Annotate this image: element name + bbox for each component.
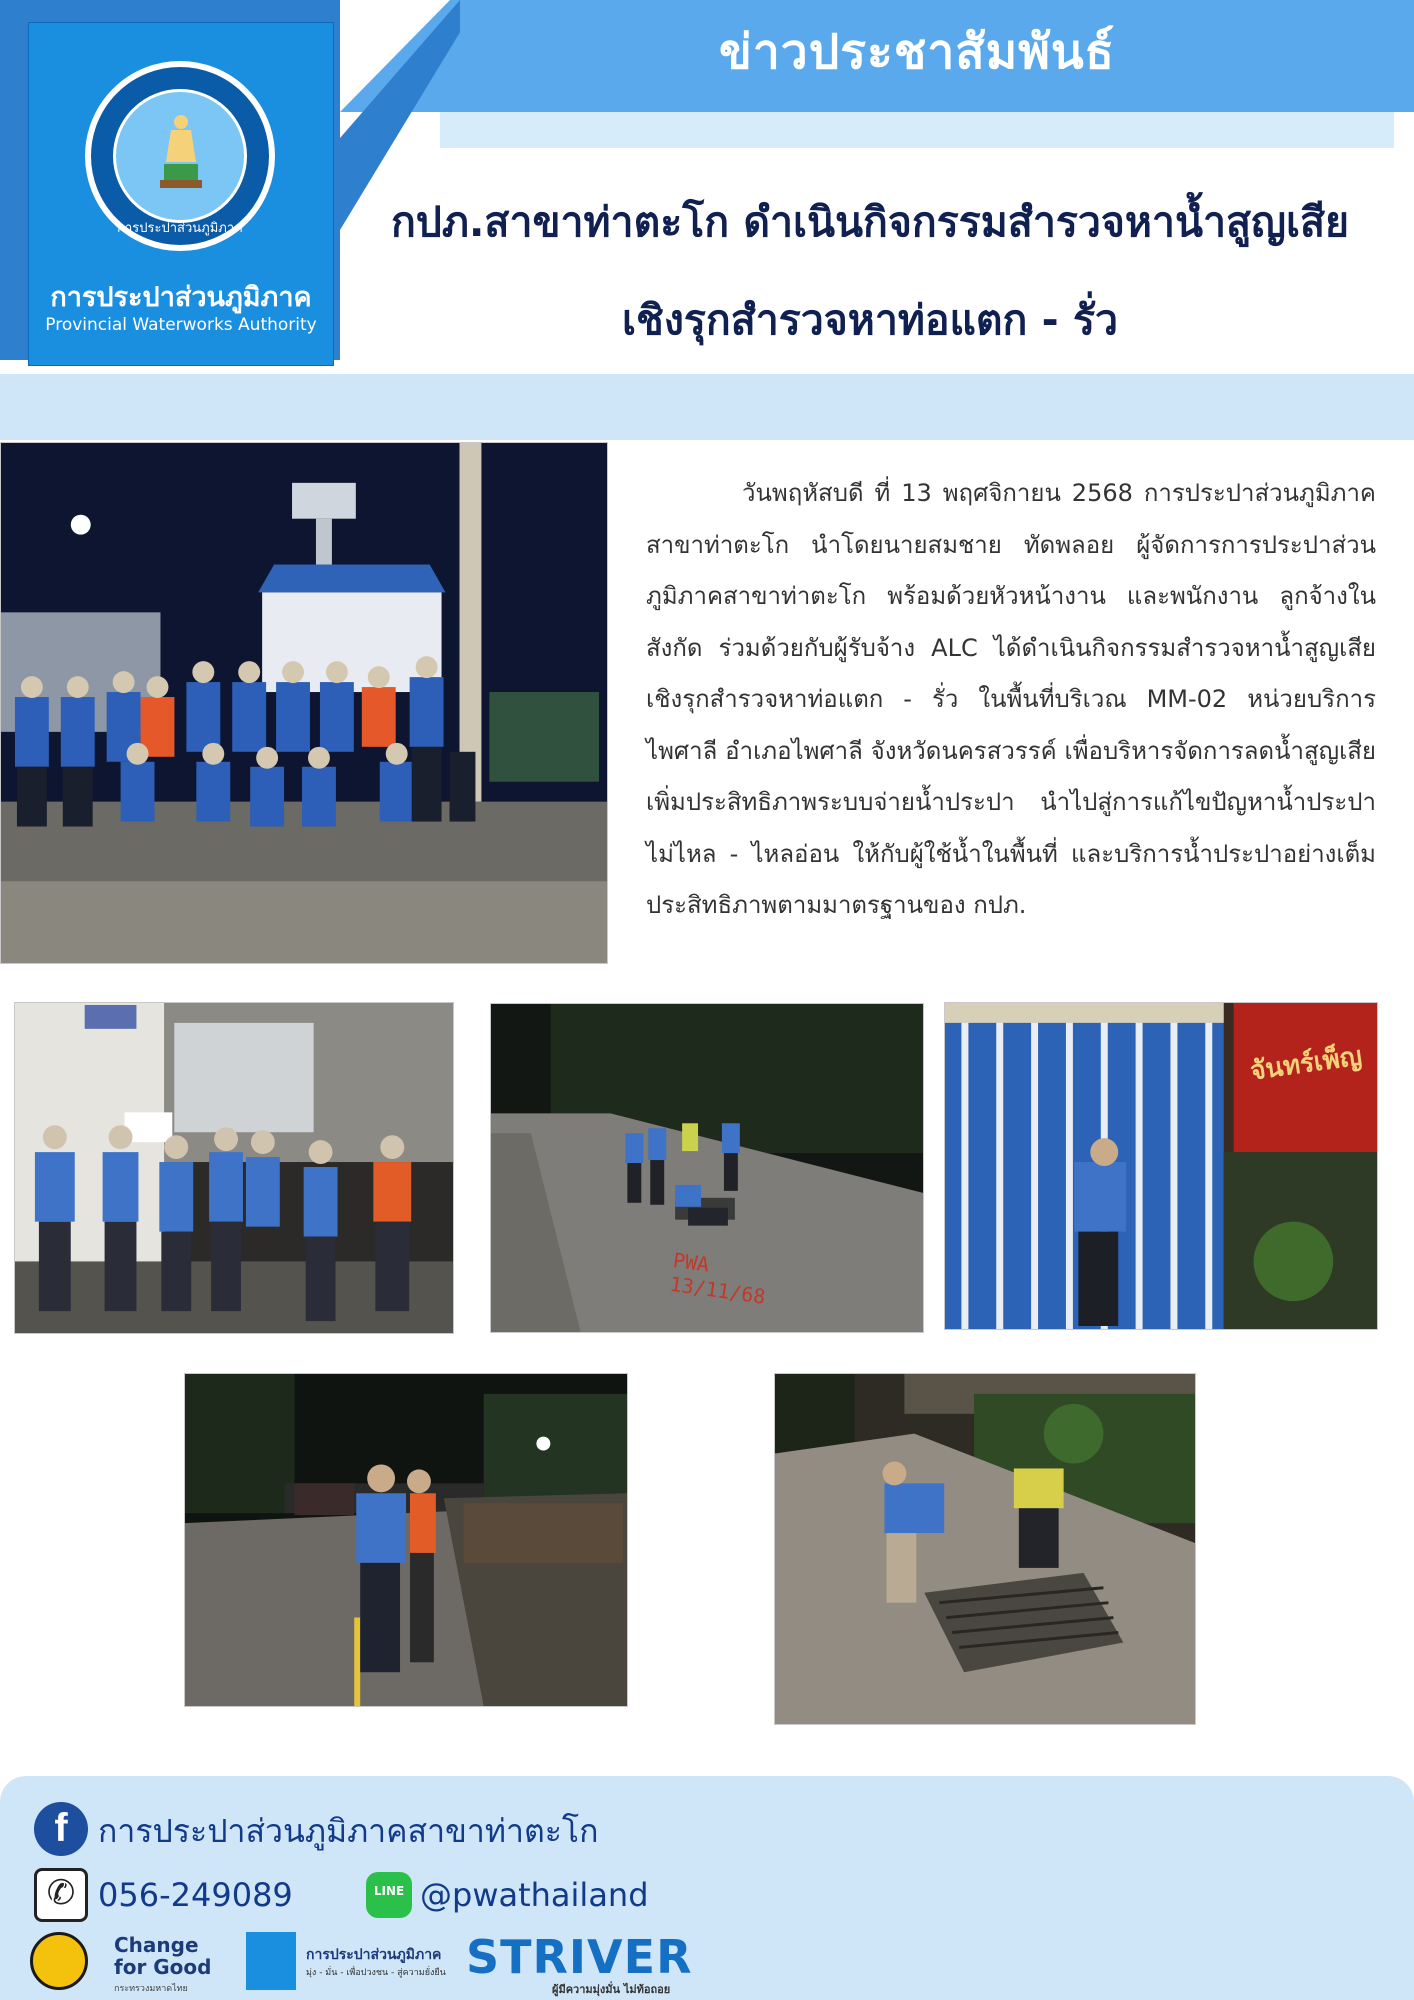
pwa-footer-logo-text: การประปาส่วนภูมิภาค <box>306 1947 442 1963</box>
facebook-icon-glyph: f <box>54 1806 68 1850</box>
line-app-icon[interactable] <box>366 1872 412 1918</box>
article-body: วันพฤหัสบดี ที่ 13 พฤศจิกายน 2568 การประปาส่วนภูมิภาคสาขาท่าตะโก นำโดยนายสมชาย ทัดพลอย ผู้จัดการการประปาส่วนภูมิภาคสาขาท่าตะโก พร้อมด้วยหัวหน้างาน และพนักงาน ลูกจ้างในสังกัด ร่วมด้วยกับผู้รับจ้าง ALC ได้ดำเนินกิจกรรมสำรวจหาน้ำสูญเสียเชิงรุกสำรวจหาท่อแตก - รั่ว ในพื้นที่บริเวณ MM-02 หน่วยบริการไพศาลี อำเภอไพศาลี จังหวัดนครสวรรค์ เพื่อบริหารจัดการลดน้ำสูญเสีย เพิ่มประสิทธิภาพระบบจ่ายน้ำประปา นำไปสู่การแก้ไขปัญหาน้ำประปาไม่ไหล - ไหลอ่อน ให้กับผู้ใช้น้ำในพื้นที่ และบริการน้ำประปาอย่างเต็มประสิทธิภาพตามมาตรฐานของ กปภ. <box>646 479 1376 919</box>
line-icon-label: LINE <box>373 1884 405 1898</box>
logo-name-en: Provincial Waterworks Authority <box>45 315 317 335</box>
facebook-icon[interactable] <box>34 1802 88 1856</box>
striver-tagline: ผู้มีความมุ่งมั่น ไม่ท้อถอย <box>552 1983 671 1996</box>
photo-house-meter <box>944 1002 1378 1330</box>
pwa-small-logo <box>246 1932 296 1990</box>
shop-sign: จันทร์เพ็ญ <box>1248 1041 1364 1087</box>
logo-emblem <box>85 61 275 251</box>
group-photo-image <box>1 443 607 963</box>
pwa-logo <box>28 22 334 366</box>
headline-line-1: กปภ.สาขาท่าตะโก ดำเนินกิจกรรมสำรวจหาน้ำสูญเสีย <box>390 198 1350 246</box>
logo-emblem-inner <box>113 89 247 223</box>
drain-inspection-image <box>775 1374 1195 1724</box>
pwa-footer-logo-sub: มุ่ง - มั่น - เพื่อปวงชน - สู่ความยั่งยืน <box>306 1968 446 1978</box>
headline-line-2: เชิงรุกสำรวจหาท่อแตก - รั่ว <box>621 296 1118 344</box>
deity-emblem-icon <box>156 112 206 192</box>
logo-ring-text: การประปาส่วนภูมิภาค <box>117 221 243 236</box>
phone-icon <box>34 1868 88 1922</box>
photo-road-survey <box>490 1003 924 1333</box>
change-for-good-text: Change for Good <box>114 1933 212 1979</box>
logo-name-th: การประปาส่วนภูมิภาค <box>50 282 312 313</box>
phone-number[interactable]: 056-249089 <box>98 1876 293 1914</box>
change-for-good-sub: กระทรวงมหาดไทย <box>114 1984 188 1994</box>
banner-title: ข่าวประชาสัมพันธ์ <box>719 24 1115 80</box>
road-paint-mark: PWA 13/11/68 <box>668 1247 767 1309</box>
ministry-seal-logo <box>30 1932 88 1990</box>
change-for-good-logo <box>114 1934 211 2000</box>
facebook-page-link[interactable]: การประปาส่วนภูมิภาคสาขาท่าตะโก <box>98 1812 599 1850</box>
line-account-link[interactable]: @pwathailand <box>420 1876 649 1914</box>
striver-logo: STRIVER <box>466 1930 693 1984</box>
separator-band <box>0 374 1414 440</box>
header-strip <box>440 112 1394 148</box>
team-briefing-image <box>15 1003 453 1333</box>
photo-group-night <box>0 442 608 964</box>
phone-icon-glyph: ✆ <box>46 1873 76 1913</box>
photo-team-briefing <box>14 1002 454 1334</box>
photo-street-check <box>184 1373 628 1707</box>
photo-drain-inspection <box>774 1373 1196 1725</box>
street-check-image <box>185 1374 627 1706</box>
pwa-footer-logo <box>306 1946 446 1982</box>
